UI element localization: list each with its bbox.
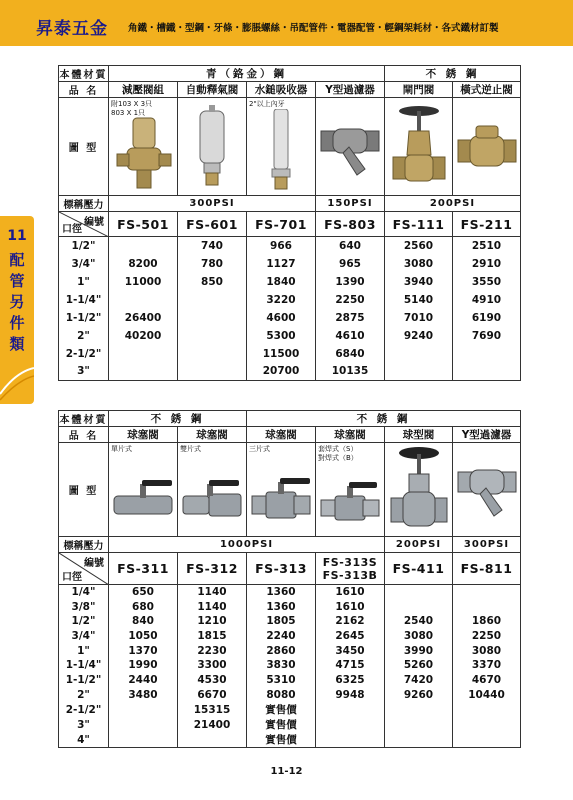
chapter-title-char: 件 [9,314,25,332]
chapter-title-char: 類 [9,335,25,353]
gate-valve-icon [391,105,447,189]
tab-swoosh-decoration [0,354,34,404]
product-code: FS-313 [247,553,316,585]
table-row [59,237,521,255]
size-cell: 3" [59,717,109,732]
product-image-cell [453,98,521,196]
size-cell: 2-1/2" [59,702,109,717]
price-cell: 4600 [247,309,316,327]
page-header [0,0,573,46]
price-cell: 4910 [453,291,521,309]
table-row [59,309,521,327]
price-cell: 實售價 [247,702,316,717]
product-name: 水鎚吸收器 [247,82,316,98]
code-size-header [59,553,109,585]
price-cell: 15315 [178,702,247,717]
price-cell [178,345,247,363]
price-cell [385,363,453,381]
price-cell: 4610 [316,327,385,345]
page-number: 11-12 [270,766,303,777]
size-cell: 1/2" [59,614,109,629]
price-cell: 2860 [247,643,316,658]
table-row [59,599,521,614]
price-cell: 40200 [109,327,178,345]
product-note: 附103 X 3只 803 X 1只 [111,100,153,117]
price-cell: 2230 [178,643,247,658]
price-cell: 9260 [385,687,453,702]
size-cell: 1-1/2" [59,309,109,327]
price-cell: 3300 [178,658,247,673]
price-cell: 2440 [109,673,178,688]
price-cell [385,585,453,600]
product-code: FS-111 [385,212,453,237]
price-cell: 6670 [178,687,247,702]
product-image-cell [247,443,316,537]
product-name: 自動釋氣閥 [178,82,247,98]
code-label: 編號 [84,558,104,569]
price-cell: 1360 [247,585,316,600]
size-label: 口徑 [62,224,82,235]
code-size-header [59,212,109,237]
price-cell: 實售價 [247,732,316,748]
price-cell: 6840 [316,345,385,363]
product-name: 球塞閥 [316,427,385,443]
price-cell: 3080 [385,629,453,644]
price-cell: 11500 [247,345,316,363]
table-row [59,614,521,629]
product-code: FS-601 [178,212,247,237]
material-group: 不 銹 鋼 [109,411,247,427]
size-cell: 3" [59,363,109,381]
price-cell: 1370 [109,643,178,658]
size-cell: 2-1/2" [59,345,109,363]
price-cell: 5300 [247,327,316,345]
price-cell: 21400 [178,717,247,732]
price-cell: 5140 [385,291,453,309]
ball-valve-icon [112,474,174,524]
price-cell: 2250 [453,629,521,644]
price-cell: 1815 [178,629,247,644]
price-cell [109,363,178,381]
price-cell: 1610 [316,585,385,600]
product-code: FS-411 [385,553,453,585]
price-cell: 1210 [178,614,247,629]
size-cell: 1" [59,273,109,291]
pressure-value: 200PSI [385,196,521,212]
size-cell: 1/4" [59,585,109,600]
table-row [59,345,521,363]
ball-valve-icon [250,474,312,524]
price-cell: 4715 [316,658,385,673]
product-code: FS-312 [178,553,247,585]
price-cell [453,599,521,614]
price-cell: 2910 [453,255,521,273]
price-cell [385,345,453,363]
price-cell: 11000 [109,273,178,291]
price-cell [385,599,453,614]
pressure-label: 標稱壓力 [59,196,109,212]
price-cell: 9948 [316,687,385,702]
price-cell: 10440 [453,687,521,702]
product-code: FS-701 [247,212,316,237]
price-cell [385,702,453,717]
size-cell: 1/2" [59,237,109,255]
chapter-title-char: 另 [9,293,25,311]
ball-valve-icon [319,480,381,524]
price-cell: 實售價 [247,717,316,732]
price-cell: 1360 [247,599,316,614]
price-cell: 2540 [385,614,453,629]
material-label: 本體材質 [59,411,109,427]
size-cell: 2" [59,687,109,702]
pressure-value: 1000PSI [109,537,385,553]
price-cell: 9240 [385,327,453,345]
price-cell [385,717,453,732]
product-image-cell [385,443,453,537]
globe-valve-icon [389,446,449,534]
price-cell: 3080 [453,643,521,658]
price-cell: 4670 [453,673,521,688]
pressure-value: 300PSI [109,196,316,212]
product-code: FS-803 [316,212,385,237]
product-code: FS-313S FS-313B [316,553,385,585]
price-cell: 650 [109,585,178,600]
price-cell: 8200 [109,255,178,273]
ball-valve-icon [181,474,243,524]
price-cell: 2510 [453,237,521,255]
product-note: 雙片式 [180,445,201,453]
price-cell: 1140 [178,599,247,614]
table1-body [59,237,521,381]
product-image-cell [178,98,247,196]
price-cell: 780 [178,255,247,273]
price-cell: 3450 [316,643,385,658]
price-cell: 7690 [453,327,521,345]
price-cell: 8080 [247,687,316,702]
chapter-tab [0,216,34,404]
product-name: 球塞閥 [109,427,178,443]
pressure-value: 200PSI [385,537,453,553]
price-cell [316,717,385,732]
product-image-cell [453,443,521,537]
price-cell [178,291,247,309]
price-cell: 1990 [109,658,178,673]
table-row [59,273,521,291]
table-row [59,585,521,600]
price-cell [178,327,247,345]
price-table-2 [58,410,521,748]
price-cell [453,732,521,748]
chapter-title [0,250,34,355]
product-code: FS-811 [453,553,521,585]
image-label: 圖 型 [59,443,109,537]
price-cell: 3990 [385,643,453,658]
product-name: 球塞閥 [178,427,247,443]
price-cell: 4530 [178,673,247,688]
price-cell: 2875 [316,309,385,327]
table-row [59,702,521,717]
product-name: 球型閥 [385,427,453,443]
chapter-number: 11 [7,228,27,244]
product-code: FS-311 [109,553,178,585]
table2-body [59,585,521,748]
price-cell: 3830 [247,658,316,673]
price-table-1 [58,65,521,381]
price-cell: 2250 [316,291,385,309]
size-cell: 1" [59,643,109,658]
y-strainer-icon [319,117,381,177]
size-label: 口徑 [62,572,82,583]
price-cell: 965 [316,255,385,273]
price-cell: 6190 [453,309,521,327]
price-cell: 1840 [247,273,316,291]
table-row [59,687,521,702]
brand-name: 昇泰五金 [36,19,108,39]
chapter-title-char: 配 [9,251,25,269]
product-image-cell [109,443,178,537]
price-cell [109,237,178,255]
price-cell: 1805 [247,614,316,629]
price-cell [453,702,521,717]
size-cell: 2" [59,327,109,345]
price-cell: 7420 [385,673,453,688]
product-image-cell [109,98,178,196]
material-group: 不 銹 鋼 [385,66,521,82]
product-note: 三片式 [249,445,270,453]
table-row [59,732,521,748]
size-cell: 1-1/2" [59,673,109,688]
product-name: Y型過濾器 [453,427,521,443]
price-cell: 2162 [316,614,385,629]
price-cell: 680 [109,599,178,614]
product-image-cell [385,98,453,196]
material-group: 青（鉻金）鋼 [109,66,385,82]
swing-check-valve-icon [456,122,518,172]
price-cell: 966 [247,237,316,255]
material-label: 本體材質 [59,66,109,82]
pressure-reducing-valve-icon [113,114,173,194]
code-label: 編號 [84,217,104,228]
product-name: 橫式逆止閥 [453,82,521,98]
price-cell [109,702,178,717]
price-cell: 7010 [385,309,453,327]
price-cell: 2645 [316,629,385,644]
product-name: Y型過濾器 [316,82,385,98]
material-group: 不 銹 鋼 [247,411,521,427]
price-cell [109,717,178,732]
table-row [59,629,521,644]
product-name: 球塞閥 [247,427,316,443]
table-row [59,643,521,658]
price-cell: 850 [178,273,247,291]
price-cell: 3220 [247,291,316,309]
price-cell [109,345,178,363]
image-label: 圖 型 [59,98,109,196]
table-row [59,363,521,381]
price-cell: 26400 [109,309,178,327]
size-cell: 3/4" [59,255,109,273]
price-cell: 10135 [316,363,385,381]
price-cell: 5260 [385,658,453,673]
size-cell: 1-1/4" [59,291,109,309]
price-cell [178,363,247,381]
table-row [59,291,521,309]
size-cell: 1-1/4" [59,658,109,673]
product-note: 套焊式（S） 對焊式（B） [318,445,358,462]
price-cell: 1140 [178,585,247,600]
pressure-value: 150PSI [316,196,385,212]
chapter-title-char: 管 [9,272,25,290]
price-cell: 1860 [453,614,521,629]
price-cell: 1050 [109,629,178,644]
price-cell: 640 [316,237,385,255]
price-cell: 3550 [453,273,521,291]
price-cell [109,732,178,748]
product-name-label: 品 名 [59,82,109,98]
product-name-label: 品 名 [59,427,109,443]
price-cell: 1390 [316,273,385,291]
product-note: 2"以上內牙 [249,100,285,108]
table-row [59,327,521,345]
price-cell: 3480 [109,687,178,702]
table-row [59,255,521,273]
size-cell: 3/4" [59,629,109,644]
price-cell [316,732,385,748]
price-cell [178,732,247,748]
price-cell: 5310 [247,673,316,688]
table-row [59,658,521,673]
price-cell: 3940 [385,273,453,291]
product-image-cell [316,443,385,537]
product-code: FS-501 [109,212,178,237]
price-cell [453,345,521,363]
price-cell [453,717,521,732]
product-image-cell [247,98,316,196]
price-cell [453,585,521,600]
product-name: 閘門閥 [385,82,453,98]
size-cell: 4" [59,732,109,748]
price-cell: 1127 [247,255,316,273]
air-release-valve-icon [192,105,232,189]
product-image-cell [316,98,385,196]
product-code: FS-211 [453,212,521,237]
price-cell [385,732,453,748]
size-cell: 3/8" [59,599,109,614]
table-row [59,717,521,732]
pressure-label: 標稱壓力 [59,537,109,553]
price-cell: 740 [178,237,247,255]
price-cell: 3080 [385,255,453,273]
brand-tagline: 角鐵・槽鐵・型鋼・牙條・膨脹螺絲・吊配管件・電器配管・輕鋼架耗材・各式鐵材訂製 [128,23,499,34]
price-cell: 20700 [247,363,316,381]
price-cell [178,309,247,327]
price-cell [316,702,385,717]
table-row [59,673,521,688]
pressure-value: 300PSI [453,537,521,553]
price-cell: 1610 [316,599,385,614]
price-cell: 6325 [316,673,385,688]
price-cell [453,363,521,381]
price-cell: 2560 [385,237,453,255]
price-cell: 2240 [247,629,316,644]
y-strainer-icon [456,462,518,518]
price-cell: 3370 [453,658,521,673]
product-name: 減壓閥組 [109,82,178,98]
water-hammer-arrestor-icon [266,109,296,193]
price-cell: 840 [109,614,178,629]
product-image-cell [178,443,247,537]
product-note: 單片式 [111,445,132,453]
price-cell [109,291,178,309]
